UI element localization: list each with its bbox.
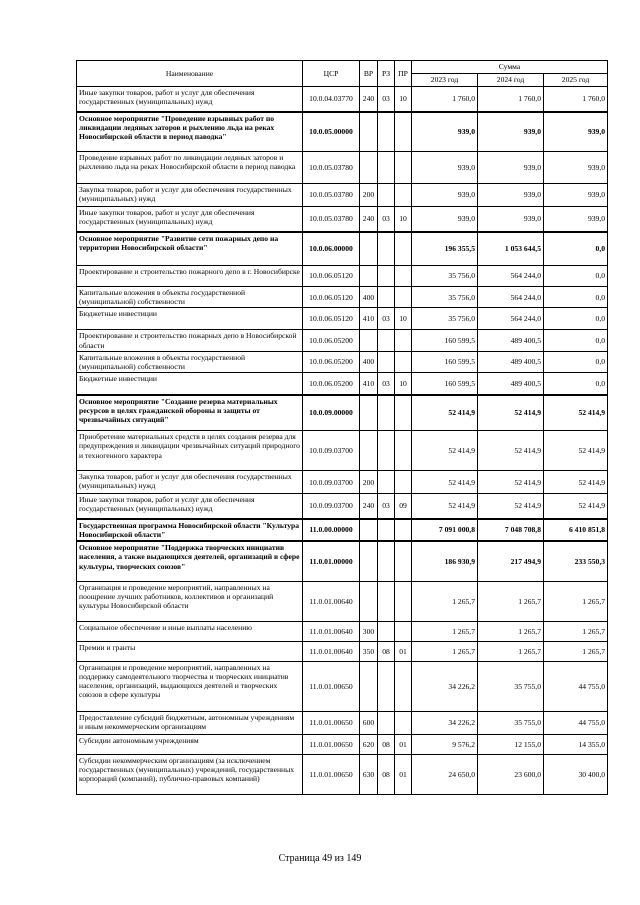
row-name: Социальное обеспечение и иные выплаты населению (77, 621, 303, 641)
row-amount-2024: 52 414,9 (478, 471, 544, 494)
row-pr (395, 581, 412, 621)
row-amount-2023: 52 414,9 (412, 471, 478, 494)
row-name: Иные закупки товаров, работ и услуг для обеспечения государственных (муниципальных) нужд (77, 494, 303, 519)
row-name: Основное мероприятие "Создание резерва материальных ресурсов в целях гражданской обороны и защиты от чрезвычайных ситуаций" (77, 395, 303, 431)
row-rz (378, 330, 395, 351)
row-amount-2025: 6 410 851,8 (544, 519, 608, 541)
row-amount-2025: 0,0 (544, 330, 608, 351)
table-row (77, 541, 608, 581)
header-year-2025: 2025 год (544, 74, 608, 87)
row-amount-2024: 1 265,7 (478, 641, 544, 661)
row-amount-2024: 1 265,7 (478, 581, 544, 621)
row-amount-2023: 939,0 (412, 184, 478, 207)
row-csr: 10.0.05.03780 (303, 207, 360, 232)
row-amount-2025: 1 265,7 (544, 641, 608, 661)
row-amount-2025: 52 414,9 (544, 395, 608, 431)
table-row (77, 734, 608, 754)
row-vr: 200 (360, 471, 378, 494)
row-amount-2023: 35 756,0 (412, 266, 478, 287)
row-name: Капитальные вложения в объекты государственной (муниципальной) собственности (77, 351, 303, 372)
table-row (77, 494, 608, 519)
row-rz: 08 (378, 734, 395, 754)
row-pr: 09 (395, 494, 412, 519)
row-amount-2023: 1 265,7 (412, 641, 478, 661)
row-rz (378, 184, 395, 207)
table-row (77, 581, 608, 621)
header-sum: Сумма (412, 61, 608, 74)
row-vr: 240 (360, 207, 378, 232)
row-csr: 10.0.09.03700 (303, 431, 360, 471)
row-amount-2023: 160 599,5 (412, 373, 478, 395)
row-vr (360, 431, 378, 471)
row-pr (395, 351, 412, 372)
row-pr (395, 232, 412, 266)
page-number: Страница 49 из 149 (278, 853, 362, 864)
row-vr: 400 (360, 351, 378, 372)
row-amount-2023: 24 650,0 (412, 754, 478, 794)
row-vr (360, 330, 378, 351)
row-name: Закупка товаров, работ и услуг для обеспечения государственных (муниципальных) нужд (77, 471, 303, 494)
row-name: Иные закупки товаров, работ и услуг для обеспечения государственных (муниципальных) нужд (77, 87, 303, 112)
table-row (77, 661, 608, 711)
row-amount-2024: 1 265,7 (478, 621, 544, 641)
row-name: Проектирование и строительство пожарного депо в г. Новосибирске (77, 266, 303, 287)
row-pr (395, 287, 412, 308)
row-vr (360, 395, 378, 431)
row-amount-2023: 34 226,2 (412, 711, 478, 734)
row-csr: 11.0.01.00000 (303, 541, 360, 581)
row-rz (378, 152, 395, 184)
row-pr: 01 (395, 754, 412, 794)
row-vr: 410 (360, 308, 378, 330)
row-csr: 10.0.06.05200 (303, 330, 360, 351)
row-pr (395, 471, 412, 494)
row-csr: 11.0.01.00640 (303, 581, 360, 621)
row-csr: 11.0.01.00650 (303, 734, 360, 754)
row-rz: 03 (378, 207, 395, 232)
row-rz (378, 395, 395, 431)
row-amount-2025: 0,0 (544, 351, 608, 372)
row-csr: 10.0.05.03780 (303, 152, 360, 184)
row-amount-2023: 939,0 (412, 112, 478, 152)
row-pr: 01 (395, 734, 412, 754)
row-amount-2023: 52 414,9 (412, 431, 478, 471)
table-row (77, 184, 608, 207)
row-vr: 200 (360, 184, 378, 207)
row-amount-2025: 1 760,0 (544, 87, 608, 112)
row-amount-2024: 564 244,0 (478, 287, 544, 308)
row-name: Государственная программа Новосибирской области "Культура Новосибирской области" (77, 519, 303, 541)
row-amount-2025: 1 265,7 (544, 581, 608, 621)
row-pr (395, 661, 412, 711)
header-rz: РЗ (378, 61, 395, 87)
row-rz (378, 232, 395, 266)
row-csr: 10.0.05.03780 (303, 184, 360, 207)
row-csr: 10.0.05.00000 (303, 112, 360, 152)
row-csr: 11.0.01.00640 (303, 621, 360, 641)
row-rz: 03 (378, 373, 395, 395)
row-rz (378, 621, 395, 641)
row-csr: 10.0.09.03700 (303, 471, 360, 494)
row-amount-2024: 489 400,5 (478, 351, 544, 372)
row-vr: 240 (360, 494, 378, 519)
row-csr: 10.0.06.05120 (303, 287, 360, 308)
row-rz (378, 287, 395, 308)
row-amount-2024: 1 760,0 (478, 87, 544, 112)
row-amount-2025: 44 755,0 (544, 661, 608, 711)
header-pr: ПР (395, 61, 412, 87)
row-amount-2023: 52 414,9 (412, 494, 478, 519)
table-row (77, 711, 608, 734)
row-amount-2025: 0,0 (544, 266, 608, 287)
row-amount-2024: 939,0 (478, 184, 544, 207)
row-vr: 410 (360, 373, 378, 395)
row-csr: 10.0.06.00000 (303, 232, 360, 266)
row-amount-2024: 52 414,9 (478, 494, 544, 519)
row-rz: 08 (378, 754, 395, 794)
row-amount-2025: 939,0 (544, 112, 608, 152)
row-name: Бюджетные инвестиции (77, 373, 303, 395)
row-vr (360, 661, 378, 711)
row-name: Основное мероприятие "Поддержка творческих инициатив населения, а также выдающихся деятелей, организаций в сфере культуры, творческих союзов" (77, 541, 303, 581)
row-amount-2024: 35 755,0 (478, 661, 544, 711)
row-pr: 10 (395, 308, 412, 330)
row-name: Бюджетные инвестиции (77, 308, 303, 330)
table-row (77, 308, 608, 330)
row-vr: 400 (360, 287, 378, 308)
row-csr: 10.0.09.00000 (303, 395, 360, 431)
row-amount-2023: 35 756,0 (412, 308, 478, 330)
row-csr: 10.0.06.05200 (303, 351, 360, 372)
row-csr: 10.0.06.05120 (303, 308, 360, 330)
row-amount-2023: 9 576,2 (412, 734, 478, 754)
row-amount-2024: 12 155,0 (478, 734, 544, 754)
table-row (77, 266, 608, 287)
row-amount-2024: 52 414,9 (478, 431, 544, 471)
row-vr (360, 232, 378, 266)
row-pr (395, 431, 412, 471)
row-csr: 10.0.09.03700 (303, 494, 360, 519)
row-rz (378, 711, 395, 734)
row-name: Закупка товаров, работ и услуг для обеспечения государственных (муниципальных) нужд (77, 184, 303, 207)
row-csr: 11.0.01.00650 (303, 711, 360, 734)
row-rz: 03 (378, 494, 395, 519)
row-name: Предоставление субсидий бюджетным, автономным учреждениям и иным некоммерческим организациям (77, 711, 303, 734)
row-csr: 11.0.01.00650 (303, 754, 360, 794)
row-amount-2023: 1 265,7 (412, 581, 478, 621)
row-pr (395, 112, 412, 152)
row-amount-2025: 1 265,7 (544, 621, 608, 641)
row-vr (360, 152, 378, 184)
row-amount-2025: 30 400,0 (544, 754, 608, 794)
row-name: Приобретение материальных средств в целях создания резерва для предупреждения и ликвидации чрезвычайных ситуаций природного и техногенного характера (77, 431, 303, 471)
row-pr (395, 519, 412, 541)
table-row (77, 87, 608, 112)
table-row (77, 621, 608, 641)
row-rz (378, 581, 395, 621)
row-amount-2024: 489 400,5 (478, 330, 544, 351)
row-name: Организация и проведение мероприятий, направленных на поощрение лучших работников, коллективов и организаций культуры Новосибирской области (77, 581, 303, 621)
row-vr: 630 (360, 754, 378, 794)
row-amount-2023: 160 599,5 (412, 330, 478, 351)
row-rz (378, 112, 395, 152)
row-vr: 240 (360, 87, 378, 112)
row-amount-2025: 0,0 (544, 308, 608, 330)
row-name: Проведение взрывных работ по ликвидации ледяных заторов и рыхлению льда на реках Новосибирской области в период паводка (77, 152, 303, 184)
row-csr: 10.0.06.05120 (303, 266, 360, 287)
row-amount-2024: 217 494,9 (478, 541, 544, 581)
table-row (77, 641, 608, 661)
row-vr: 600 (360, 711, 378, 734)
row-pr (395, 152, 412, 184)
row-name: Проектирование и строительство пожарных депо в Новосибирской области (77, 330, 303, 351)
table-row (77, 232, 608, 266)
row-vr: 620 (360, 734, 378, 754)
row-amount-2025: 52 414,9 (544, 494, 608, 519)
row-csr: 11.0.01.00650 (303, 661, 360, 711)
row-csr: 11.0.01.00640 (303, 641, 360, 661)
row-amount-2023: 1 760,0 (412, 87, 478, 112)
row-amount-2023: 34 226,2 (412, 661, 478, 711)
row-amount-2024: 52 414,9 (478, 395, 544, 431)
header-year-2024: 2024 год (478, 74, 544, 87)
row-pr (395, 711, 412, 734)
table-row (77, 287, 608, 308)
row-name: Капитальные вложения в объекты государственной (муниципальной) собственности (77, 287, 303, 308)
row-name: Организация и проведение мероприятий, направленных на поддержку самодеятельного творчества и творческих инициатив населения, организаций, выдающихся деятелей и творческих союзов в сфере культуры (77, 661, 303, 711)
row-pr: 10 (395, 373, 412, 395)
row-amount-2025: 939,0 (544, 152, 608, 184)
row-amount-2024: 489 400,5 (478, 373, 544, 395)
row-vr (360, 581, 378, 621)
row-amount-2024: 1 053 644,5 (478, 232, 544, 266)
row-name: Субсидии автономным учреждениям (77, 734, 303, 754)
table-body (77, 87, 608, 795)
row-rz (378, 661, 395, 711)
table-row (77, 152, 608, 184)
table-row (77, 373, 608, 395)
table-row (77, 471, 608, 494)
table-row (77, 351, 608, 372)
row-pr: 01 (395, 641, 412, 661)
row-pr: 10 (395, 87, 412, 112)
row-rz (378, 351, 395, 372)
table-row (77, 112, 608, 152)
row-amount-2024: 23 600,0 (478, 754, 544, 794)
row-amount-2024: 939,0 (478, 207, 544, 232)
budget-table-container (76, 60, 607, 795)
header-vr: ВР (360, 61, 378, 87)
row-amount-2023: 7 091 000,8 (412, 519, 478, 541)
row-amount-2025: 0,0 (544, 287, 608, 308)
header-year-2023: 2023 год (412, 74, 478, 87)
row-amount-2025: 939,0 (544, 184, 608, 207)
row-pr (395, 621, 412, 641)
row-pr (395, 330, 412, 351)
header-name: Наименование (77, 61, 303, 87)
row-name: Премии и гранты (77, 641, 303, 661)
row-name: Субсидии некоммерческим организациям (за исключением государственных (муниципальных) учреждений, государственных корпораций (компаний), публично-правовых компаний) (77, 754, 303, 794)
row-pr (395, 184, 412, 207)
row-amount-2024: 7 048 708,8 (478, 519, 544, 541)
row-name: Иные закупки товаров, работ и услуг для обеспечения государственных (муниципальных) нужд (77, 207, 303, 232)
row-amount-2023: 196 355,5 (412, 232, 478, 266)
row-rz: 03 (378, 308, 395, 330)
row-amount-2024: 35 755,0 (478, 711, 544, 734)
header-csr: ЦСР (303, 61, 360, 87)
row-rz (378, 541, 395, 581)
row-amount-2025: 52 414,9 (544, 431, 608, 471)
row-pr (395, 395, 412, 431)
row-amount-2023: 52 414,9 (412, 395, 478, 431)
table-row (77, 330, 608, 351)
row-vr: 350 (360, 641, 378, 661)
row-rz: 03 (378, 87, 395, 112)
table-row (77, 519, 608, 541)
row-vr (360, 541, 378, 581)
row-amount-2023: 35 756,0 (412, 287, 478, 308)
row-amount-2024: 939,0 (478, 112, 544, 152)
row-pr (395, 541, 412, 581)
row-amount-2025: 52 414,9 (544, 471, 608, 494)
row-pr: 10 (395, 207, 412, 232)
table-row (77, 754, 608, 794)
row-name: Основное мероприятие "Развитие сети пожарных депо на территории Новосибирской области" (77, 232, 303, 266)
row-vr (360, 266, 378, 287)
row-amount-2023: 939,0 (412, 207, 478, 232)
row-name: Основное мероприятие "Проведение взрывных работ по ликвидации ледяных заторов и рыхлению льда на реках Новосибирской области в период паводка" (77, 112, 303, 152)
row-amount-2024: 564 244,0 (478, 266, 544, 287)
row-amount-2025: 14 355,0 (544, 734, 608, 754)
row-amount-2025: 233 550,3 (544, 541, 608, 581)
row-vr (360, 519, 378, 541)
row-csr: 10.0.06.05200 (303, 373, 360, 395)
row-amount-2023: 160 599,5 (412, 351, 478, 372)
row-amount-2024: 939,0 (478, 152, 544, 184)
row-csr: 10.0.04.03770 (303, 87, 360, 112)
row-amount-2023: 1 265,7 (412, 621, 478, 641)
row-amount-2025: 44 755,0 (544, 711, 608, 734)
row-amount-2025: 939,0 (544, 207, 608, 232)
table-row (77, 395, 608, 431)
row-amount-2023: 939,0 (412, 152, 478, 184)
table-row (77, 431, 608, 471)
budget-table (76, 60, 608, 795)
row-rz (378, 519, 395, 541)
table-row (77, 207, 608, 232)
row-rz (378, 266, 395, 287)
row-pr (395, 266, 412, 287)
row-amount-2024: 564 244,0 (478, 308, 544, 330)
row-rz (378, 471, 395, 494)
row-vr: 300 (360, 621, 378, 641)
row-rz (378, 431, 395, 471)
row-vr (360, 112, 378, 152)
row-rz: 08 (378, 641, 395, 661)
row-amount-2023: 186 930,9 (412, 541, 478, 581)
row-csr: 11.0.00.00000 (303, 519, 360, 541)
row-amount-2025: 0,0 (544, 373, 608, 395)
row-amount-2025: 0,0 (544, 232, 608, 266)
